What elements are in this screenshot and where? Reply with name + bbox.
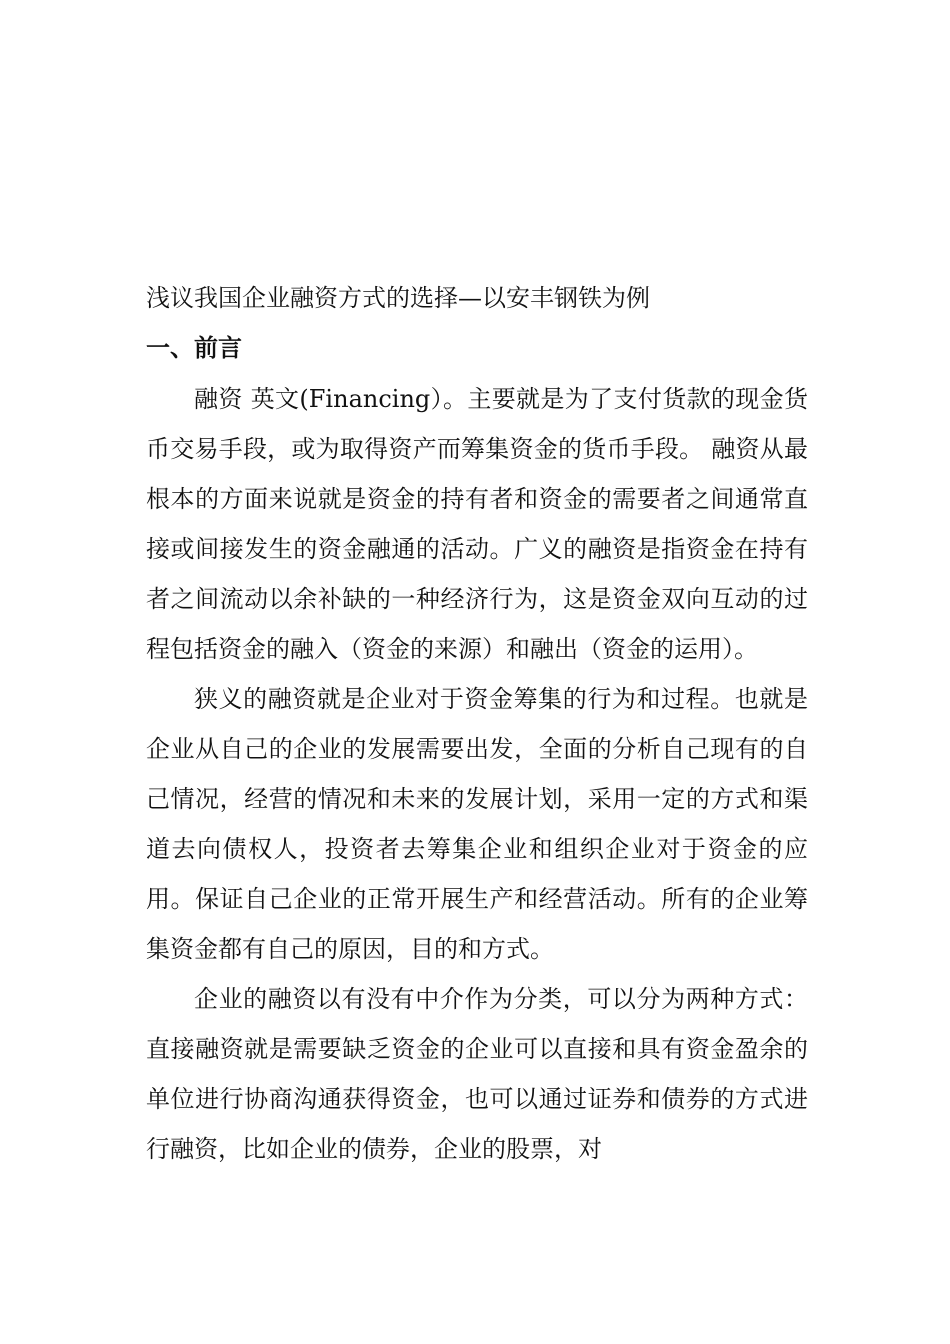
paragraph-classification: 企业的融资以有没有中介作为分类，可以分为两种方式：直接融资就是需要缺乏资金的企业可以直接和具有资金盈余的单位进行协商沟通获得资金，也可以通过证券和债券的方式进行融资，比如企业的债券，企业的股票，对 — [146, 985, 808, 1163]
document-title: 浅议我国企业融资方式的选择—以安丰钢铁为例 — [146, 284, 650, 312]
document-body — [146, 274, 808, 1174]
paragraph-narrow-sense: 狭义的融资就是企业对于资金筹集的行为和过程。也就是企业从自己的企业的发展需要出发，全面的分析自己现有的自己情况，经营的情况和未来的发展计划，采用一定的方式和渠道去向债权人，投资者去筹集企业和组织企业对于资金的应用。保证自己企业的正常开展生产和经营活动。所有的企业筹集资金都有自己的原因，目的和方式。 — [146, 685, 808, 963]
section-heading: 一、前言 — [146, 333, 242, 362]
paragraph-definition: 融资 英文(Financing）。主要就是为了支付货款的现金货币交易手段，或为取得资产而筹集资金的货币手段。 融资从最根本的方面来说就是资金的持有者和资金的需要者之间通常直接或间接发生的资金融通的活动。广义的融资是指资金在持有者之间流动以余补缺的一种经济行为，这是资金双向互动的过程包括资金的融入（资金的来源）和融出（资金的运用）。 — [146, 385, 808, 663]
